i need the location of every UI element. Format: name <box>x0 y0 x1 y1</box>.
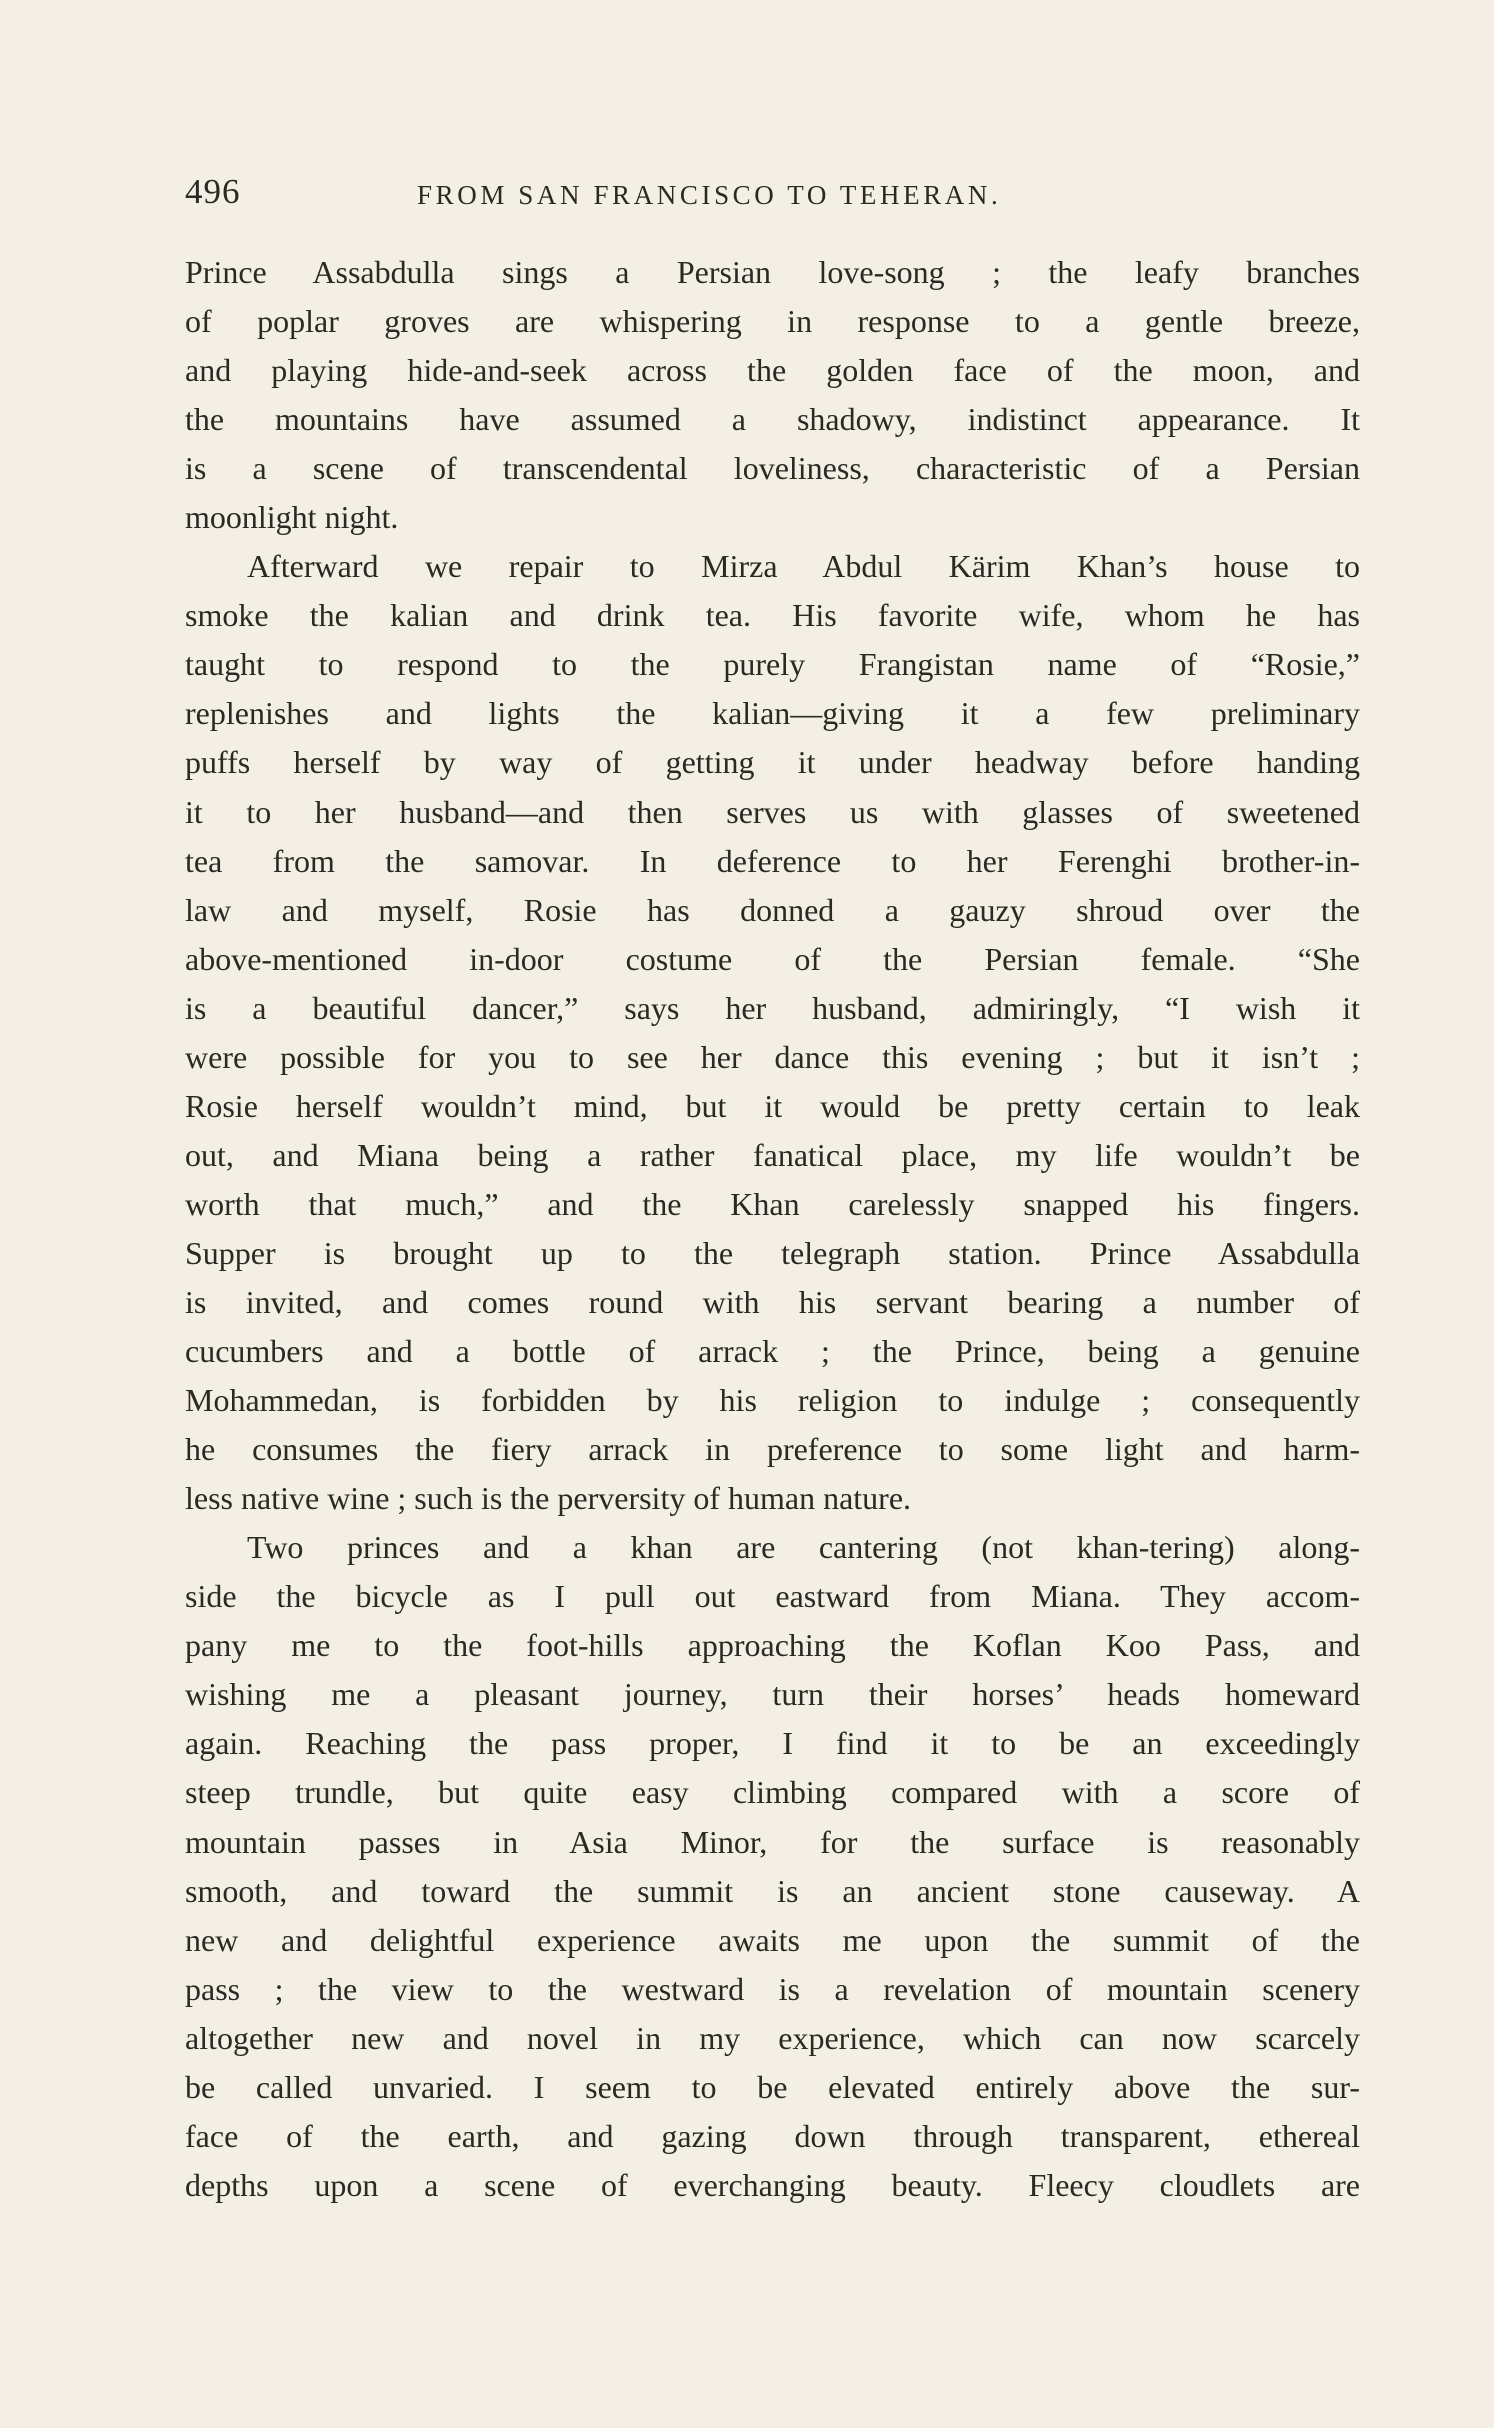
text-line: cucumbers and a bottle of arrack ; the Prince, being a genuine <box>185 1333 1360 1370</box>
text-line: Afterward we repair to Mirza Abdul Kärim Khan’s house to <box>247 548 1360 585</box>
page-header <box>185 172 1360 222</box>
text-line: were possible for you to see her dance this evening ; but it isn’t ; <box>185 1038 1360 1075</box>
text-line: the mountains have assumed a shadowy, indistinct appearance. It <box>185 401 1360 438</box>
text-line: it to her husband—and then serves us with glasses of sweetened <box>185 793 1360 830</box>
text-line: Supper is brought up to the telegraph station. Prince Assabdulla <box>185 1234 1360 1271</box>
text-line: is a scene of transcendental loveliness, characteristic of a Persian <box>185 450 1360 487</box>
text-line: puffs herself by way of getting it under headway before handing <box>185 744 1360 781</box>
text-line: mountain passes in Asia Minor, for the surface is reasonably <box>185 1823 1360 1860</box>
text-line: wishing me a pleasant journey, turn their horses’ heads homeward <box>185 1676 1360 1713</box>
text-line: out, and Miana being a rather fanatical place, my life wouldn’t be <box>185 1136 1360 1173</box>
text-line: steep trundle, but quite easy climbing compared with a score of <box>185 1774 1360 1811</box>
text-line: side the bicycle as I pull out eastward from Miana. They accom- <box>185 1578 1360 1615</box>
text-line: moonlight night. <box>185 499 399 536</box>
text-line: less native wine ; such is the perversity of human nature. <box>185 1480 912 1517</box>
text-line: tea from the samovar. In deference to her Ferenghi brother-in- <box>185 842 1360 879</box>
body-text <box>185 248 1360 2210</box>
text-line: taught to respond to the purely Frangistan name of “Rosie,” <box>185 646 1360 683</box>
text-line: is a beautiful dancer,” says her husband, admiringly, “I wish it <box>185 989 1360 1026</box>
text-line: of poplar groves are whispering in response to a gentle breeze, <box>185 303 1360 340</box>
text-line: replenishes and lights the kalian—giving it a few preliminary <box>185 695 1360 732</box>
text-line: above-mentioned in-door costume of the Persian female. “She <box>185 940 1360 977</box>
text-line: he consumes the fiery arrack in preference to some light and harm- <box>185 1431 1360 1468</box>
text-line: worth that much,” and the Khan carelessly snapped his fingers. <box>185 1185 1360 1222</box>
page-number: 496 <box>185 172 241 211</box>
text-line: depths upon a scene of everchanging beauty. Fleecy cloudlets are <box>185 2166 1360 2203</box>
text-line: smoke the kalian and drink tea. His favorite wife, whom he has <box>185 597 1360 634</box>
text-line: face of the earth, and gazing down through transparent, ethereal <box>185 2117 1360 2154</box>
text-line: pany me to the foot-hills approaching the Koflan Koo Pass, and <box>185 1627 1360 1664</box>
text-line: Mohammedan, is forbidden by his religion to indulge ; consequently <box>185 1382 1360 1419</box>
text-line: smooth, and toward the summit is an ancient stone causeway. A <box>185 1872 1360 1909</box>
text-line: and playing hide-and-seek across the golden face of the moon, and <box>185 352 1360 389</box>
text-line: altogether new and novel in my experience, which can now scarcely <box>185 2019 1360 2056</box>
text-line: again. Reaching the pass proper, I find it to be an exceedingly <box>185 1725 1360 1762</box>
text-line: new and delightful experience awaits me upon the summit of the <box>185 1921 1360 1958</box>
text-line: law and myself, Rosie has donned a gauzy shroud over the <box>185 891 1360 928</box>
text-line: Prince Assabdulla sings a Persian love-song ; the leafy branches <box>185 254 1360 290</box>
text-line: pass ; the view to the westward is a revelation of mountain scenery <box>185 1970 1360 2007</box>
running-title: FROM SAN FRANCISCO TO TEHERAN. <box>417 180 1002 210</box>
text-line: Two princes and a khan are cantering (not khan-tering) along- <box>247 1529 1360 1566</box>
text-line: Rosie herself wouldn’t mind, but it would be pretty certain to leak <box>185 1087 1360 1124</box>
text-line: is invited, and comes round with his servant bearing a number of <box>185 1283 1360 1320</box>
text-line: be called unvaried. I seem to be elevated entirely above the sur- <box>185 2068 1360 2105</box>
